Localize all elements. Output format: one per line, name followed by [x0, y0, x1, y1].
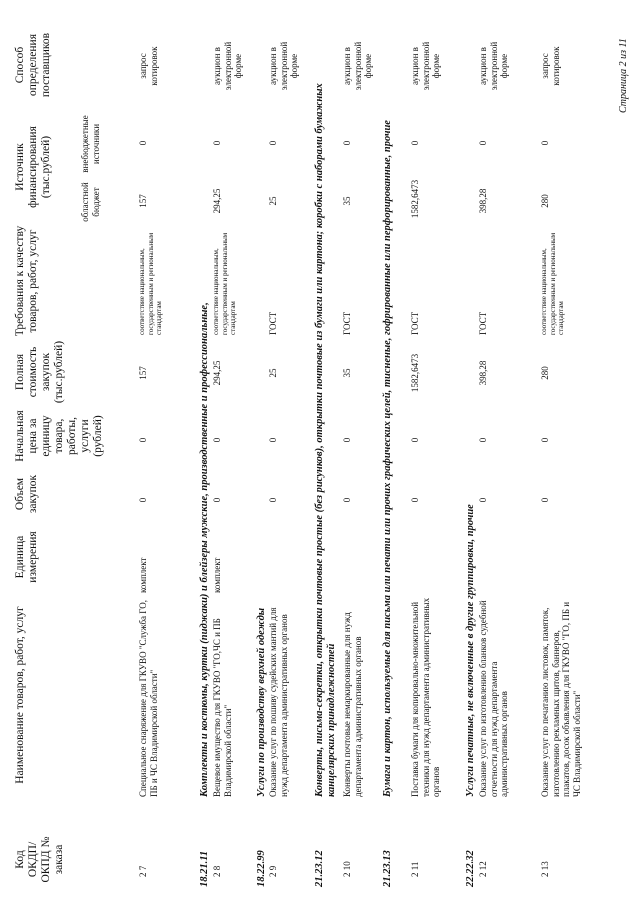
row-code: 2 12: [478, 861, 488, 877]
row-method: запрос котировок: [138, 46, 159, 86]
row-nonbudget: 0: [410, 140, 420, 146]
row-price: 0: [540, 437, 550, 443]
row-code: 2 11: [410, 861, 420, 877]
row-method: запрос котировок: [540, 46, 561, 86]
row-regional: 35: [342, 196, 352, 206]
row-requirements: ГОСТ: [342, 311, 352, 335]
row-unit: комплект: [212, 557, 222, 593]
row-volume: 0: [540, 497, 550, 503]
header-name: Наименование товаров, работ, услуг: [14, 606, 26, 784]
row-name: Конверты почтовые немаркированные для нужд департамента административных органов: [342, 612, 363, 797]
header-requirements: Требования к качеству товаров, работ, услуг: [14, 225, 39, 337]
row-regional: 294,25: [212, 188, 222, 214]
row-volume: 0: [410, 497, 420, 503]
row-regional: 280: [540, 194, 550, 208]
row-total: 398,28: [478, 360, 488, 386]
row-name: Вещевое имущество для ГКУВО "ГО,ЧС и ПБ Владимирской области": [212, 618, 233, 797]
row-method: аукцион в электронной форме: [410, 41, 441, 91]
row-nonbudget: 0: [268, 140, 278, 146]
row-regional: 157: [138, 194, 148, 208]
row-nonbudget: 0: [478, 140, 488, 146]
header-source: Источник финансирования (тыс.рублей): [14, 126, 52, 208]
row-unit: комплект: [138, 557, 148, 593]
header-source-regional: областной бюджет: [80, 182, 101, 222]
row-price: 0: [212, 437, 222, 443]
row-requirements: ГОСТ: [478, 311, 488, 335]
row-name: Поставка бумаги для копировально-множительной техники для нужд департамента административных органов: [410, 597, 441, 797]
row-total: 157: [138, 366, 148, 380]
row-requirements: соответствие национальным, государственным и региональным стандартам: [138, 232, 163, 335]
row-method: аукцион в электронной форме: [212, 41, 243, 91]
row-regional: 1582,6473: [410, 179, 420, 219]
header-source-nonbudget: внебюджетные источники: [80, 115, 101, 173]
group-title: Бумага и картон, используемые для письма или печати или прочих графических целей, тисненые, гофрированные или перфорированные, прочие: [382, 120, 393, 797]
row-code: 2 7: [138, 865, 148, 877]
row-code: 2 13: [540, 861, 550, 877]
row-price: 0: [268, 437, 278, 443]
row-nonbudget: 0: [540, 140, 550, 146]
row-total: 25: [268, 368, 278, 378]
row-name: Оказание услуг по пошиву судейских мантий для нужд департамента административных органов: [268, 607, 289, 797]
row-name: Оказание услуг по печатанию листовок, памяток, изготовлению рекламных щитов, баннеров, плакатов, досок объявления для ГКУВО "ГО, ПБ и ЧС Владимирской области": [540, 601, 582, 797]
row-requirements: ГОСТ: [268, 311, 278, 335]
row-method: аукцион в электронной форме: [342, 41, 373, 91]
row-nonbudget: 0: [342, 140, 352, 146]
group-title: Комплекты и костюмы, куртки (пиджаки) и блейзеры мужские, производственные и профессиональные,: [199, 302, 210, 797]
group-code: 18.22.99: [256, 850, 267, 887]
row-name: Оказание услуг по изготовлению бланков судебной отчетности для нужд департамента административных органов: [478, 600, 509, 797]
row-volume: 0: [342, 497, 352, 503]
row-nonbudget: 0: [138, 140, 148, 146]
group-title: Услуги печатные, не включенные в другие группировки, прочие: [465, 504, 476, 797]
row-price: 0: [410, 437, 420, 443]
row-requirements: ГОСТ: [410, 311, 420, 335]
row-price: 0: [342, 437, 352, 443]
row-regional: 398,28: [478, 188, 488, 214]
row-requirements: соответствие национальным, государственным и региональным стандартам: [540, 232, 565, 335]
row-code: 2 9: [268, 865, 278, 877]
row-volume: 0: [212, 497, 222, 503]
row-requirements: соответствие национальным, государственным и региональным стандартам: [212, 232, 237, 335]
group-code: 21.23.12: [314, 850, 325, 887]
row-regional: 25: [268, 196, 278, 206]
group-title: Конверты, письма-секретки, открытки почтовые простые (без рисунков), открытки почтовые из бумаги или картона; коробки с наборами бумажных канцелярских принадлежностей: [314, 83, 337, 797]
row-price: 0: [138, 437, 148, 443]
group-code: 22.22.32: [465, 850, 476, 887]
header-unit: Единица измерения: [14, 531, 39, 583]
header-volume: Объем закупок: [14, 474, 39, 514]
page-number: Страница 2 из 11: [618, 38, 629, 113]
row-code: 2 8: [212, 865, 222, 877]
row-total: 35: [342, 368, 352, 378]
row-code: 2 10: [342, 861, 352, 877]
group-title: Услуги по производству верхней одежды: [256, 607, 267, 797]
header-method: Способ определения поставщиков: [14, 32, 52, 98]
row-price: 0: [478, 437, 488, 443]
row-method: аукцион в электронной форме: [478, 41, 509, 91]
header-price: Начальная цена за единицу товара, работы, услуги (рублей): [14, 410, 104, 462]
row-nonbudget: 0: [212, 140, 222, 146]
row-volume: 0: [478, 497, 488, 503]
header-total: Полная стоимость закупок (тыс.рублей): [14, 340, 65, 404]
row-total: 294,25: [212, 360, 222, 386]
row-name: Специальное снаряжение для ГКУВО "Служба ГО, ПБ и ЧС Владимирской области": [138, 599, 159, 797]
row-total: 280: [540, 366, 550, 380]
group-code: 18.21.11: [199, 850, 210, 887]
group-code: 21.23.13: [382, 850, 393, 887]
row-total: 1582,6473: [410, 353, 420, 393]
row-volume: 0: [138, 497, 148, 503]
row-volume: 0: [268, 497, 278, 503]
row-method: аукцион в электронной форме: [268, 41, 299, 91]
header-code: Код ОКДП/ ОКПД № заказа: [14, 836, 65, 883]
